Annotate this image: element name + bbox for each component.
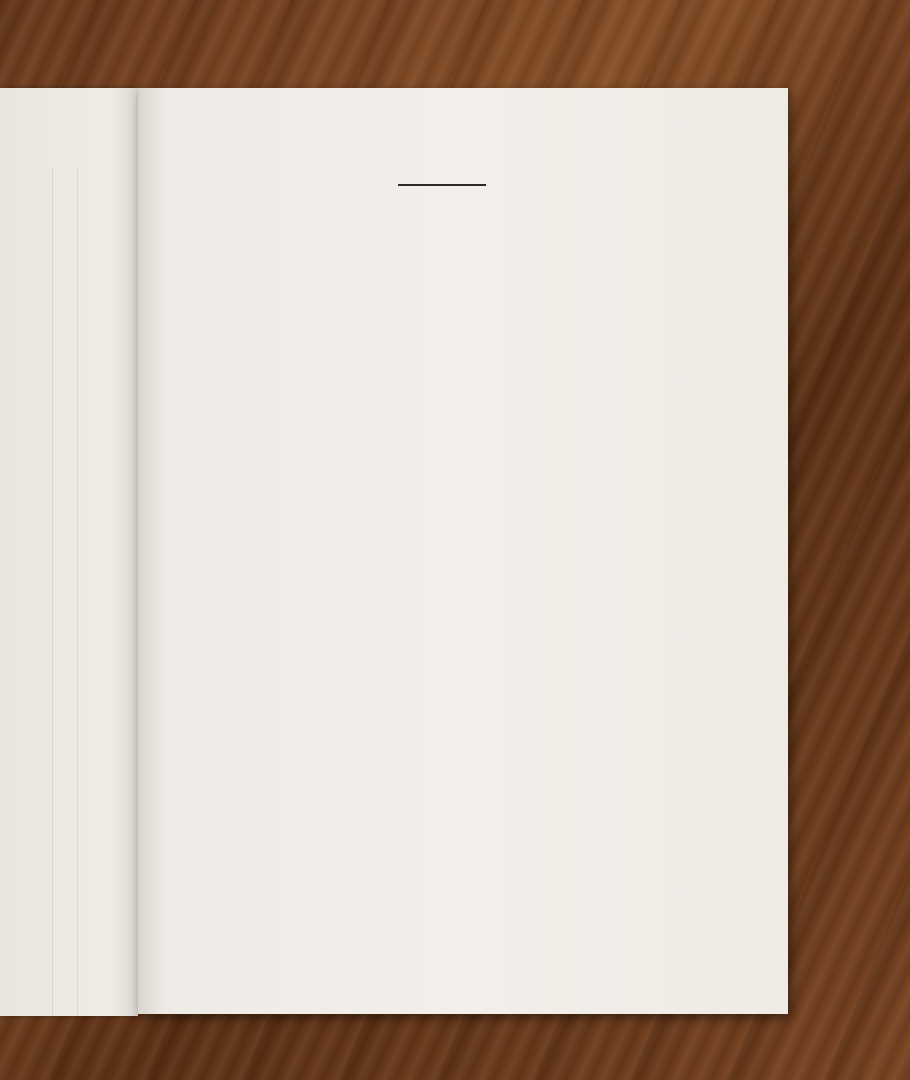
toc-title-underline: [398, 184, 486, 186]
left-page-faint-table: [52, 168, 78, 1016]
left-page: [0, 88, 138, 1016]
table-of-contents-page: [138, 88, 788, 1014]
